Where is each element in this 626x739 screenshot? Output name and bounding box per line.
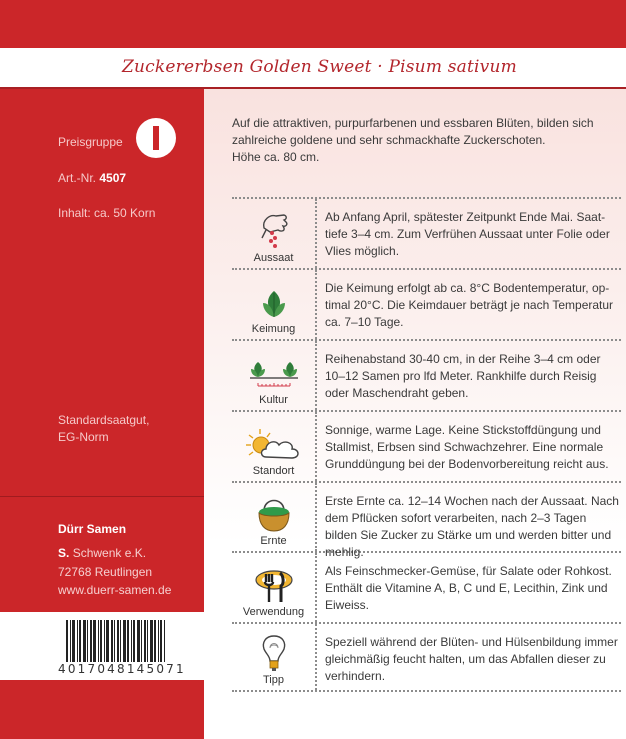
row-text: Ab Anfang April, spätester Zeitpunkt Ende Mai. Saat-tiefe 3–4 cm. Zum Verfrühen Aussaat unter Folie oder Vlies möglich. — [325, 210, 610, 258]
company-city: 72768 Reutlingen — [58, 565, 153, 579]
description-line2: zahlreiche goldene und sehr schmackhafte Zuckerschoten. — [232, 133, 546, 147]
top-red-band — [0, 0, 626, 48]
row-text: Erste Ernte ca. 12–14 Wochen nach der Aussaat. Nach dem Pflücken sofort verarbeiten, nach 2–3 Tagen bilden Sie Zucker zu Stärke um und werden bitter und mehlig. — [325, 494, 619, 559]
table-row-tipp — [232, 622, 621, 692]
row-text: Sonnige, warme Lage. Keine Stickstoffdüngung und Stallmist, Erbsen sind Schwachzehrer. Eine normale Grunddüngung bei der Bodenvorbereitung reicht aus. — [325, 423, 609, 471]
row-label: Verwendung — [242, 606, 305, 618]
company-owner — [58, 546, 146, 560]
cultivation-info-table — [232, 197, 621, 692]
price-group-label: Preisgruppe — [58, 135, 123, 149]
article-label: Art.-Nr. — [58, 171, 96, 185]
price-group-badge — [136, 118, 176, 158]
row-label: Tipp — [263, 674, 284, 686]
table-row-aussaat — [232, 197, 621, 268]
plate-cutlery-icon — [254, 568, 294, 604]
plant-spacing-icon — [248, 358, 300, 392]
owner-initial: S. — [58, 546, 70, 560]
table-row-kultur — [232, 339, 621, 410]
sprout-icon — [259, 289, 289, 321]
seed-standard-line2: EG-Norm — [58, 430, 109, 444]
article-value: 4507 — [99, 171, 127, 185]
table-row-standort — [232, 410, 621, 481]
row-label: Standort — [252, 465, 295, 477]
product-title: Zuckererbsen Golden Sweet · Pisum sativum — [122, 57, 517, 77]
article-number — [58, 171, 126, 185]
light-bulb-icon — [260, 634, 288, 672]
content-amount: Inhalt: ca. 50 Korn — [58, 206, 156, 220]
sun-cloud-icon — [244, 427, 304, 463]
company-name: Dürr Samen — [58, 522, 127, 536]
row-text: Die Keimung erfolgt ab ca. 8°C Bodentemperatur, op-timal 20°C. Die Keimdauer beträgt je nach Temperatur ca. 7–10 Tage. — [325, 281, 614, 329]
row-text: Speziell während der Blüten- und Hülsenbildung immer gleichmäßig feucht halten, um das Abfallen dieser zu verhindern. — [325, 635, 618, 683]
row-label: Kultur — [259, 394, 288, 406]
row-label: Aussaat — [253, 252, 294, 264]
barcode — [0, 612, 204, 680]
seed-standard-line1: Standardsaatgut, — [58, 413, 150, 427]
sowing-hand-icon — [256, 210, 292, 250]
description-line3: Höhe ca. 80 cm. — [232, 150, 320, 164]
table-row-keimung — [232, 268, 621, 339]
row-label: Keimung — [251, 323, 296, 335]
company-website[interactable]: www.duerr-samen.de — [58, 583, 172, 597]
harvest-basket-icon — [256, 495, 292, 533]
price-group-i-glyph — [153, 126, 159, 150]
owner-name: Schwenk e.K. — [72, 546, 147, 560]
divider — [0, 496, 204, 497]
product-description — [232, 115, 612, 166]
row-label: Ernte — [260, 535, 287, 547]
table-row-ernte — [232, 481, 621, 559]
barcode-number: 4017048145071 — [58, 662, 186, 676]
row-text: Reihenabstand 30-40 cm, in der Reihe 3–4 cm oder 10–12 Samen pro lfd Meter. Rankhilfe durch Reisig oder Maschendraht geben. — [325, 352, 601, 400]
table-row-verwendung — [232, 551, 621, 622]
row-text: Als Feinschmecker-Gemüse, für Salate oder Rohkost. Enthält die Vitamine A, B, C und E, Lecithin, Zink und Eiweiss. — [325, 564, 612, 612]
description-line1: Auf die attraktiven, purpurfarbenen und essbaren Blüten, bilden sich — [232, 116, 594, 130]
barcode-bars — [66, 620, 201, 664]
